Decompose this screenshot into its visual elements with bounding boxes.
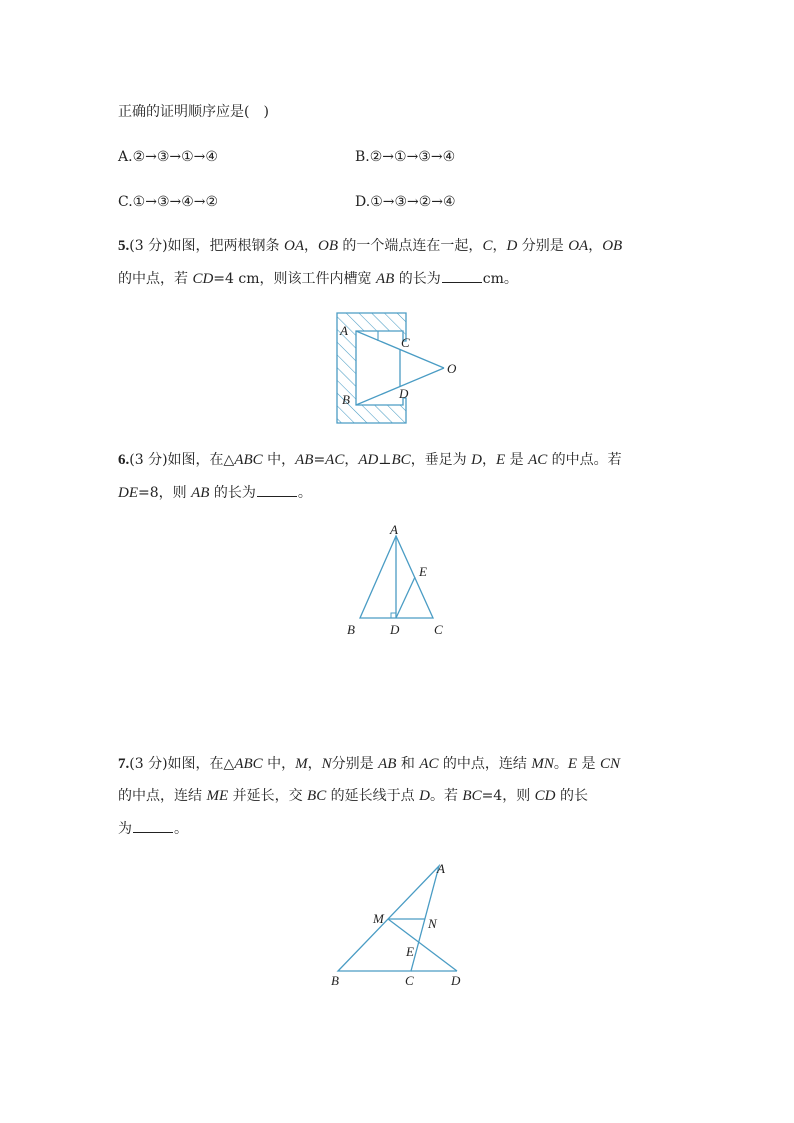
math-var: M <box>295 756 308 772</box>
q4-option-d <box>355 192 456 212</box>
text: 如图，在△ <box>167 452 235 468</box>
q7-line-1 <box>118 754 620 774</box>
option-letter: B. <box>355 149 370 165</box>
math-var: E <box>567 756 578 772</box>
math-var: ABC <box>234 756 263 772</box>
q5-line-2 <box>118 268 518 289</box>
text: 如图，在△ <box>167 756 235 772</box>
q4-option-a <box>118 147 218 167</box>
text: =4，则 <box>481 788 535 804</box>
text: 是 <box>505 452 529 468</box>
text: ， <box>344 452 359 468</box>
option-text: ①→③→④→② <box>132 194 219 210</box>
math-var: OB <box>317 238 338 254</box>
math-var: AB <box>378 756 397 772</box>
math-var: AC <box>528 452 548 468</box>
q7-label-c: C <box>405 973 414 988</box>
math-var: AD <box>358 452 379 468</box>
math-var: BC <box>391 452 411 468</box>
text: 。 <box>297 485 312 501</box>
option-text: ②→①→③→④ <box>369 149 456 165</box>
q6-line-2 <box>118 482 312 503</box>
text: = <box>313 452 326 468</box>
text: 为 <box>118 821 132 837</box>
math-var: OA <box>568 238 589 254</box>
math-var: CN <box>599 756 620 772</box>
math-var: DE <box>118 485 138 501</box>
math-var: CD <box>534 788 556 804</box>
math-var: C <box>482 238 493 254</box>
q4-option-c <box>118 192 218 212</box>
text: ， <box>307 756 322 772</box>
answer-blank <box>133 818 173 833</box>
q6-segment-de <box>396 577 415 618</box>
math-var: AB <box>191 485 210 501</box>
text: cm。 <box>482 271 518 287</box>
answer-blank <box>442 268 482 283</box>
math-var: BC <box>462 788 482 804</box>
text: 的中点，连结 <box>118 788 207 804</box>
answer-blank <box>257 482 297 497</box>
text: 。若 <box>429 788 463 804</box>
q7-label-m: M <box>373 911 384 926</box>
option-letter: D. <box>355 194 371 210</box>
math-var: CD <box>192 271 214 287</box>
q5-line-1 <box>118 236 622 256</box>
question-number: 7. <box>118 756 130 772</box>
text: 的长为 <box>394 271 441 287</box>
math-var: D <box>419 788 430 804</box>
q7-label-d: D <box>451 973 461 988</box>
text: 是 <box>577 756 600 772</box>
text: 中， <box>262 756 296 772</box>
q5-label-b: B <box>342 392 350 407</box>
text: 的中点，连结 <box>438 756 532 772</box>
q7-label-b: B <box>331 973 339 988</box>
q7-line-2 <box>118 786 588 806</box>
text: 的中点，若 <box>118 271 193 287</box>
q6-label-d: D <box>390 622 400 637</box>
text: ⊥ <box>378 452 392 468</box>
text: 并延长，交 <box>228 788 308 804</box>
math-var: OB <box>602 238 623 254</box>
q6-label-c: C <box>434 622 443 637</box>
q6-figure <box>340 522 450 642</box>
math-var: BC <box>307 788 327 804</box>
q7-line-3 <box>118 818 188 839</box>
text: 的长 <box>555 788 588 804</box>
math-var: ME <box>206 788 229 804</box>
text: 。 <box>553 756 568 772</box>
q5-figure <box>330 310 470 428</box>
text: =4 cm，则该工件内槽宽 <box>213 271 376 287</box>
text: ， <box>588 238 603 254</box>
math-var: MN <box>531 756 554 772</box>
text: 的延长线于点 <box>326 788 420 804</box>
question-number: 6. <box>118 452 130 468</box>
option-text: ②→③→①→④ <box>132 149 218 165</box>
q5-label-a: A <box>340 323 348 338</box>
math-var: OA <box>283 238 304 254</box>
score: (3 分) <box>129 756 168 772</box>
math-var: E <box>495 452 506 468</box>
q6-line-1 <box>118 450 622 470</box>
q6-label-b: B <box>347 622 355 637</box>
option-letter: A. <box>118 149 133 165</box>
q7-label-a: A <box>437 861 445 876</box>
q4-option-b <box>355 147 455 167</box>
text: =8，则 <box>138 485 192 501</box>
q5-label-c: C <box>401 335 410 350</box>
score: (3 分) <box>129 238 168 254</box>
math-var: AC <box>419 756 439 772</box>
text: ， <box>481 452 496 468</box>
math-var: AB <box>375 271 395 287</box>
text: 分别是 <box>331 756 379 772</box>
text: 分别是 <box>517 238 569 254</box>
text: 。 <box>174 821 188 837</box>
text: 和 <box>396 756 420 772</box>
q6-label-e: E <box>419 564 427 579</box>
q5-label-d: D <box>399 386 409 401</box>
text: 如图，把两根钢条 <box>167 238 284 254</box>
text: 的一个端点连在一起， <box>337 238 483 254</box>
text: ，垂足为 <box>410 452 472 468</box>
question-number: 5. <box>118 238 130 254</box>
math-var: AC <box>325 452 345 468</box>
option-text: ①→③→②→④ <box>370 194 456 210</box>
q6-right-angle-mark <box>391 613 396 618</box>
text: ， <box>492 238 507 254</box>
text: ， <box>303 238 318 254</box>
text: 中， <box>262 452 296 468</box>
q7-label-e: E <box>406 944 414 959</box>
q7-figure <box>325 858 475 993</box>
option-letter: C. <box>118 194 133 210</box>
math-var: N <box>321 756 332 772</box>
q7-label-n: N <box>428 916 437 931</box>
text: 的中点。若 <box>547 452 622 468</box>
score: (3 分) <box>129 452 168 468</box>
q6-label-a: A <box>390 522 398 537</box>
text: 的长为 <box>209 485 256 501</box>
math-var: AB <box>295 452 314 468</box>
q5-label-o: O <box>447 361 457 376</box>
math-var: ABC <box>234 452 263 468</box>
math-var: D <box>471 452 482 468</box>
math-var: D <box>506 238 518 254</box>
q4-stem: 正确的证明顺序应是( ) <box>118 104 269 120</box>
